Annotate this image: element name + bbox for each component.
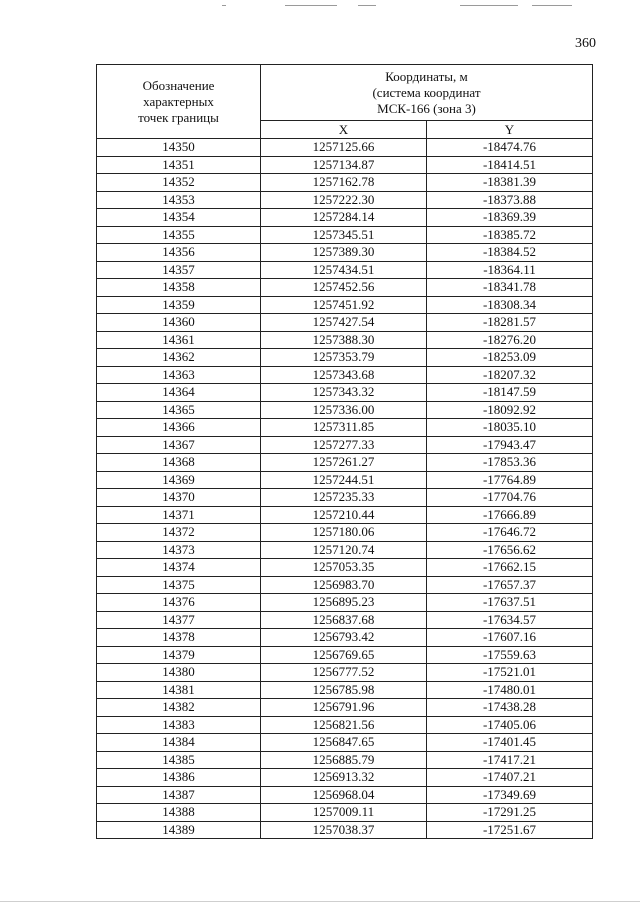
point-cell: 14353 bbox=[97, 191, 261, 209]
header-line: Обозначение bbox=[142, 77, 215, 93]
scan-mark bbox=[285, 5, 337, 6]
x-coordinate-cell: 1256885.79 bbox=[261, 751, 427, 769]
x-coordinate-cell: 1257389.30 bbox=[261, 244, 427, 262]
y-coordinate-cell: -18364.11 bbox=[427, 261, 593, 279]
y-coordinate-cell: -17943.47 bbox=[427, 436, 593, 454]
point-cell: 14381 bbox=[97, 681, 261, 699]
point-cell: 14379 bbox=[97, 646, 261, 664]
point-cell: 14384 bbox=[97, 734, 261, 752]
coordinates-table bbox=[96, 64, 593, 839]
table-row bbox=[97, 436, 593, 454]
x-coordinate-cell: 1257345.51 bbox=[261, 226, 427, 244]
x-coordinate-cell: 1257277.33 bbox=[261, 436, 427, 454]
x-coordinate-cell: 1257210.44 bbox=[261, 506, 427, 524]
y-coordinate-cell: -17656.62 bbox=[427, 541, 593, 559]
point-cell: 14375 bbox=[97, 576, 261, 594]
table-row bbox=[97, 226, 593, 244]
table-row bbox=[97, 489, 593, 507]
point-cell: 14388 bbox=[97, 804, 261, 822]
table-row bbox=[97, 209, 593, 227]
table-row bbox=[97, 156, 593, 174]
point-cell: 14389 bbox=[97, 821, 261, 839]
point-cell: 14372 bbox=[97, 524, 261, 542]
x-coordinate-cell: 1257427.54 bbox=[261, 314, 427, 332]
y-coordinate-cell: -17480.01 bbox=[427, 681, 593, 699]
x-coordinate-cell: 1257343.32 bbox=[261, 384, 427, 402]
x-coordinate-cell: 1257343.68 bbox=[261, 366, 427, 384]
x-coordinate-cell: 1257353.79 bbox=[261, 349, 427, 367]
point-cell: 14370 bbox=[97, 489, 261, 507]
y-coordinate-cell: -17853.36 bbox=[427, 454, 593, 472]
y-column-header: Y bbox=[427, 121, 593, 139]
y-coordinate-cell: -17666.89 bbox=[427, 506, 593, 524]
point-cell: 14366 bbox=[97, 419, 261, 437]
y-coordinate-cell: -17607.16 bbox=[427, 629, 593, 647]
x-coordinate-cell: 1257451.92 bbox=[261, 296, 427, 314]
table-row bbox=[97, 524, 593, 542]
scan-mark bbox=[460, 5, 518, 6]
point-cell: 14380 bbox=[97, 664, 261, 682]
y-coordinate-cell: -17521.01 bbox=[427, 664, 593, 682]
table-row bbox=[97, 629, 593, 647]
table-row bbox=[97, 716, 593, 734]
y-coordinate-cell: -17764.89 bbox=[427, 471, 593, 489]
x-coordinate-cell: 1257134.87 bbox=[261, 156, 427, 174]
y-coordinate-cell: -17417.21 bbox=[427, 751, 593, 769]
table-row bbox=[97, 786, 593, 804]
table-body bbox=[97, 139, 593, 839]
point-cell: 14376 bbox=[97, 594, 261, 612]
point-cell: 14364 bbox=[97, 384, 261, 402]
y-coordinate-cell: -17657.37 bbox=[427, 576, 593, 594]
y-coordinate-cell: -17291.25 bbox=[427, 804, 593, 822]
x-coordinate-cell: 1256847.65 bbox=[261, 734, 427, 752]
table-row bbox=[97, 261, 593, 279]
x-coordinate-cell: 1257311.85 bbox=[261, 419, 427, 437]
x-coordinate-cell: 1257244.51 bbox=[261, 471, 427, 489]
y-coordinate-cell: -17405.06 bbox=[427, 716, 593, 734]
x-coordinate-cell: 1257038.37 bbox=[261, 821, 427, 839]
y-coordinate-cell: -18474.76 bbox=[427, 139, 593, 157]
table-row bbox=[97, 471, 593, 489]
table-row bbox=[97, 506, 593, 524]
y-coordinate-cell: -18092.92 bbox=[427, 401, 593, 419]
page-edge bbox=[0, 901, 640, 902]
x-coordinate-cell: 1256821.56 bbox=[261, 716, 427, 734]
y-coordinate-cell: -18207.32 bbox=[427, 366, 593, 384]
x-coordinate-cell: 1256777.52 bbox=[261, 664, 427, 682]
x-coordinate-cell: 1257162.78 bbox=[261, 174, 427, 192]
table-row bbox=[97, 769, 593, 787]
table-row bbox=[97, 139, 593, 157]
point-cell: 14352 bbox=[97, 174, 261, 192]
table-row bbox=[97, 384, 593, 402]
point-cell: 14360 bbox=[97, 314, 261, 332]
table-row bbox=[97, 576, 593, 594]
table-row bbox=[97, 541, 593, 559]
point-cell: 14373 bbox=[97, 541, 261, 559]
point-cell: 14382 bbox=[97, 699, 261, 717]
point-cell: 14383 bbox=[97, 716, 261, 734]
table-row bbox=[97, 366, 593, 384]
point-cell: 14357 bbox=[97, 261, 261, 279]
x-coordinate-cell: 1257125.66 bbox=[261, 139, 427, 157]
table-row bbox=[97, 279, 593, 297]
x-coordinate-cell: 1257053.35 bbox=[261, 559, 427, 577]
point-cell: 14367 bbox=[97, 436, 261, 454]
page-number: 360 bbox=[575, 36, 596, 51]
y-coordinate-cell: -18308.34 bbox=[427, 296, 593, 314]
header-line: (система координат bbox=[372, 84, 481, 100]
y-coordinate-cell: -17704.76 bbox=[427, 489, 593, 507]
y-coordinate-cell: -17251.67 bbox=[427, 821, 593, 839]
table-row bbox=[97, 751, 593, 769]
y-coordinate-cell: -18035.10 bbox=[427, 419, 593, 437]
table-row bbox=[97, 611, 593, 629]
y-coordinate-cell: -18281.57 bbox=[427, 314, 593, 332]
y-coordinate-cell: -17349.69 bbox=[427, 786, 593, 804]
table-row bbox=[97, 314, 593, 332]
coordinates-header bbox=[261, 65, 593, 121]
y-coordinate-cell: -17559.63 bbox=[427, 646, 593, 664]
header-line: характерных bbox=[143, 93, 214, 109]
y-coordinate-cell: -17407.21 bbox=[427, 769, 593, 787]
x-coordinate-cell: 1256913.32 bbox=[261, 769, 427, 787]
point-cell: 14356 bbox=[97, 244, 261, 262]
y-coordinate-cell: -18276.20 bbox=[427, 331, 593, 349]
point-cell: 14371 bbox=[97, 506, 261, 524]
point-cell: 14378 bbox=[97, 629, 261, 647]
table-row bbox=[97, 454, 593, 472]
x-coordinate-cell: 1257235.33 bbox=[261, 489, 427, 507]
table-row bbox=[97, 681, 593, 699]
x-coordinate-cell: 1257388.30 bbox=[261, 331, 427, 349]
x-column-header: X bbox=[261, 121, 427, 139]
point-cell: 14359 bbox=[97, 296, 261, 314]
point-designation-header bbox=[97, 65, 261, 139]
table-row bbox=[97, 821, 593, 839]
point-cell: 14377 bbox=[97, 611, 261, 629]
x-coordinate-cell: 1257261.27 bbox=[261, 454, 427, 472]
point-cell: 14368 bbox=[97, 454, 261, 472]
table-row bbox=[97, 401, 593, 419]
x-coordinate-cell: 1257120.74 bbox=[261, 541, 427, 559]
y-coordinate-cell: -17438.28 bbox=[427, 699, 593, 717]
y-coordinate-cell: -18369.39 bbox=[427, 209, 593, 227]
table-row bbox=[97, 804, 593, 822]
point-cell: 14358 bbox=[97, 279, 261, 297]
table-row bbox=[97, 734, 593, 752]
y-coordinate-cell: -18384.52 bbox=[427, 244, 593, 262]
point-cell: 14374 bbox=[97, 559, 261, 577]
point-cell: 14363 bbox=[97, 366, 261, 384]
x-coordinate-cell: 1256895.23 bbox=[261, 594, 427, 612]
x-coordinate-cell: 1257009.11 bbox=[261, 804, 427, 822]
y-coordinate-cell: -17637.51 bbox=[427, 594, 593, 612]
y-coordinate-cell: -18147.59 bbox=[427, 384, 593, 402]
header-line: точек границы bbox=[138, 109, 219, 125]
x-coordinate-cell: 1257336.00 bbox=[261, 401, 427, 419]
table-row bbox=[97, 174, 593, 192]
y-coordinate-cell: -17401.45 bbox=[427, 734, 593, 752]
y-coordinate-cell: -17646.72 bbox=[427, 524, 593, 542]
y-coordinate-cell: -18373.88 bbox=[427, 191, 593, 209]
table-row bbox=[97, 664, 593, 682]
header-line: МСК-166 (зона 3) bbox=[377, 100, 476, 116]
x-coordinate-cell: 1256785.98 bbox=[261, 681, 427, 699]
header-line: Координаты, м bbox=[385, 68, 468, 84]
table-row bbox=[97, 349, 593, 367]
table-row bbox=[97, 559, 593, 577]
point-cell: 14386 bbox=[97, 769, 261, 787]
x-coordinate-cell: 1256791.96 bbox=[261, 699, 427, 717]
table-row bbox=[97, 594, 593, 612]
y-coordinate-cell: -17634.57 bbox=[427, 611, 593, 629]
scan-mark bbox=[358, 5, 376, 6]
x-coordinate-cell: 1256793.42 bbox=[261, 629, 427, 647]
point-cell: 14365 bbox=[97, 401, 261, 419]
point-cell: 14354 bbox=[97, 209, 261, 227]
y-coordinate-cell: -18341.78 bbox=[427, 279, 593, 297]
x-coordinate-cell: 1257452.56 bbox=[261, 279, 427, 297]
scan-mark bbox=[222, 5, 226, 6]
table-row bbox=[97, 331, 593, 349]
x-coordinate-cell: 1257284.14 bbox=[261, 209, 427, 227]
table-row bbox=[97, 419, 593, 437]
x-coordinate-cell: 1256968.04 bbox=[261, 786, 427, 804]
point-cell: 14385 bbox=[97, 751, 261, 769]
table-row bbox=[97, 646, 593, 664]
point-cell: 14355 bbox=[97, 226, 261, 244]
table-header bbox=[97, 65, 593, 139]
y-coordinate-cell: -18253.09 bbox=[427, 349, 593, 367]
point-cell: 14361 bbox=[97, 331, 261, 349]
point-cell: 14362 bbox=[97, 349, 261, 367]
table-row bbox=[97, 244, 593, 262]
y-coordinate-cell: -18385.72 bbox=[427, 226, 593, 244]
table-row bbox=[97, 699, 593, 717]
point-cell: 14350 bbox=[97, 139, 261, 157]
x-coordinate-cell: 1256983.70 bbox=[261, 576, 427, 594]
y-coordinate-cell: -17662.15 bbox=[427, 559, 593, 577]
point-cell: 14387 bbox=[97, 786, 261, 804]
x-coordinate-cell: 1256837.68 bbox=[261, 611, 427, 629]
x-coordinate-cell: 1257434.51 bbox=[261, 261, 427, 279]
table-row bbox=[97, 191, 593, 209]
scan-mark bbox=[532, 5, 572, 6]
table-row bbox=[97, 296, 593, 314]
y-coordinate-cell: -18414.51 bbox=[427, 156, 593, 174]
y-coordinate-cell: -18381.39 bbox=[427, 174, 593, 192]
point-cell: 14369 bbox=[97, 471, 261, 489]
x-coordinate-cell: 1257180.06 bbox=[261, 524, 427, 542]
point-cell: 14351 bbox=[97, 156, 261, 174]
x-coordinate-cell: 1256769.65 bbox=[261, 646, 427, 664]
x-coordinate-cell: 1257222.30 bbox=[261, 191, 427, 209]
